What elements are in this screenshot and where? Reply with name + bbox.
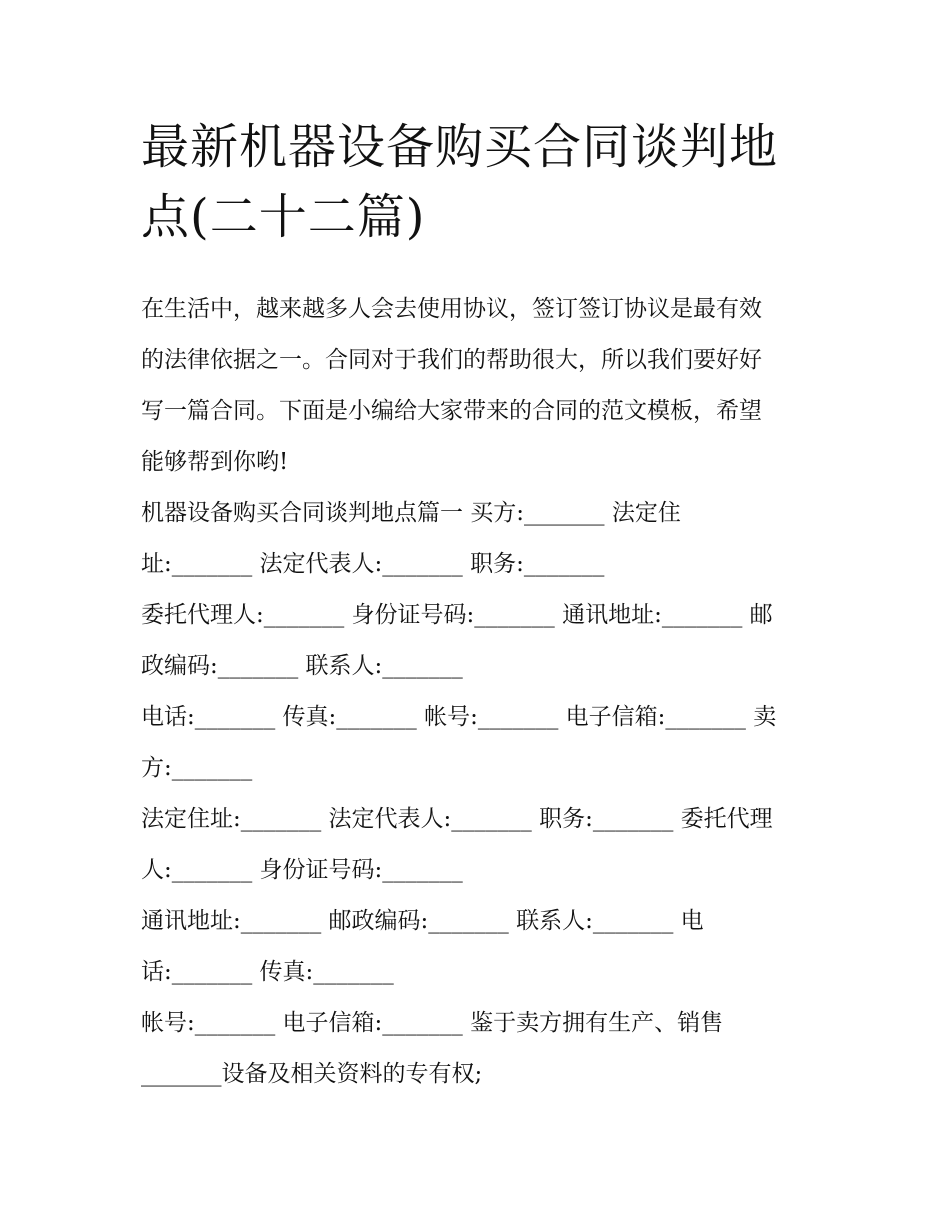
body-line-9: 通讯地址:_______ 邮政编码:_______ 联系人:_______ 电 xyxy=(141,908,704,934)
intro-line-3: 写一篇合同。下面是小编给大家带来的合同的范文模板，希望 xyxy=(141,398,762,424)
body-line-2: 址:_______ 法定代表人:_______ 职务:_______ xyxy=(141,551,605,577)
body-line-12: _______设备及相关资料的专有权; xyxy=(141,1061,483,1087)
document-title xyxy=(141,112,821,252)
title-line-2: 点(二十二篇) xyxy=(141,189,426,245)
intro-paragraph xyxy=(141,284,821,488)
intro-line-2: 的法律依据之一。合同对于我们的帮助很大，所以我们要好好 xyxy=(141,347,762,373)
intro-line-1: 在生活中，越来越多人会去使用协议，签订签订协议是最有效 xyxy=(141,296,762,322)
body-line-4: 政编码:_______ 联系人:_______ xyxy=(141,653,463,679)
body-line-8: 人:_______ 身份证号码:_______ xyxy=(141,857,463,883)
title-line-1: 最新机器设备购买合同谈判地 xyxy=(141,119,779,175)
document-page xyxy=(141,112,821,1100)
intro-line-4: 能够帮到你哟! xyxy=(141,449,289,475)
body-line-7: 法定住址:_______ 法定代表人:_______ 职务:_______ 委托代理 xyxy=(141,806,773,832)
contract-body xyxy=(141,488,821,1100)
body-line-1: 机器设备购买合同谈判地点篇一 买方:_______ 法定住 xyxy=(141,500,681,526)
body-line-5: 电话:_______ 传真:_______ 帐号:_______ 电子信箱:_______ 卖 xyxy=(141,704,777,730)
body-line-10: 话:_______ 传真:_______ xyxy=(141,959,394,985)
body-line-6: 方:_______ xyxy=(141,755,253,781)
body-line-11: 帐号:_______ 电子信箱:_______ 鉴于卖方拥有生产、销售 xyxy=(141,1010,724,1036)
body-line-3: 委托代理人:_______ 身份证号码:_______ 通讯地址:_______ 邮 xyxy=(141,602,773,628)
